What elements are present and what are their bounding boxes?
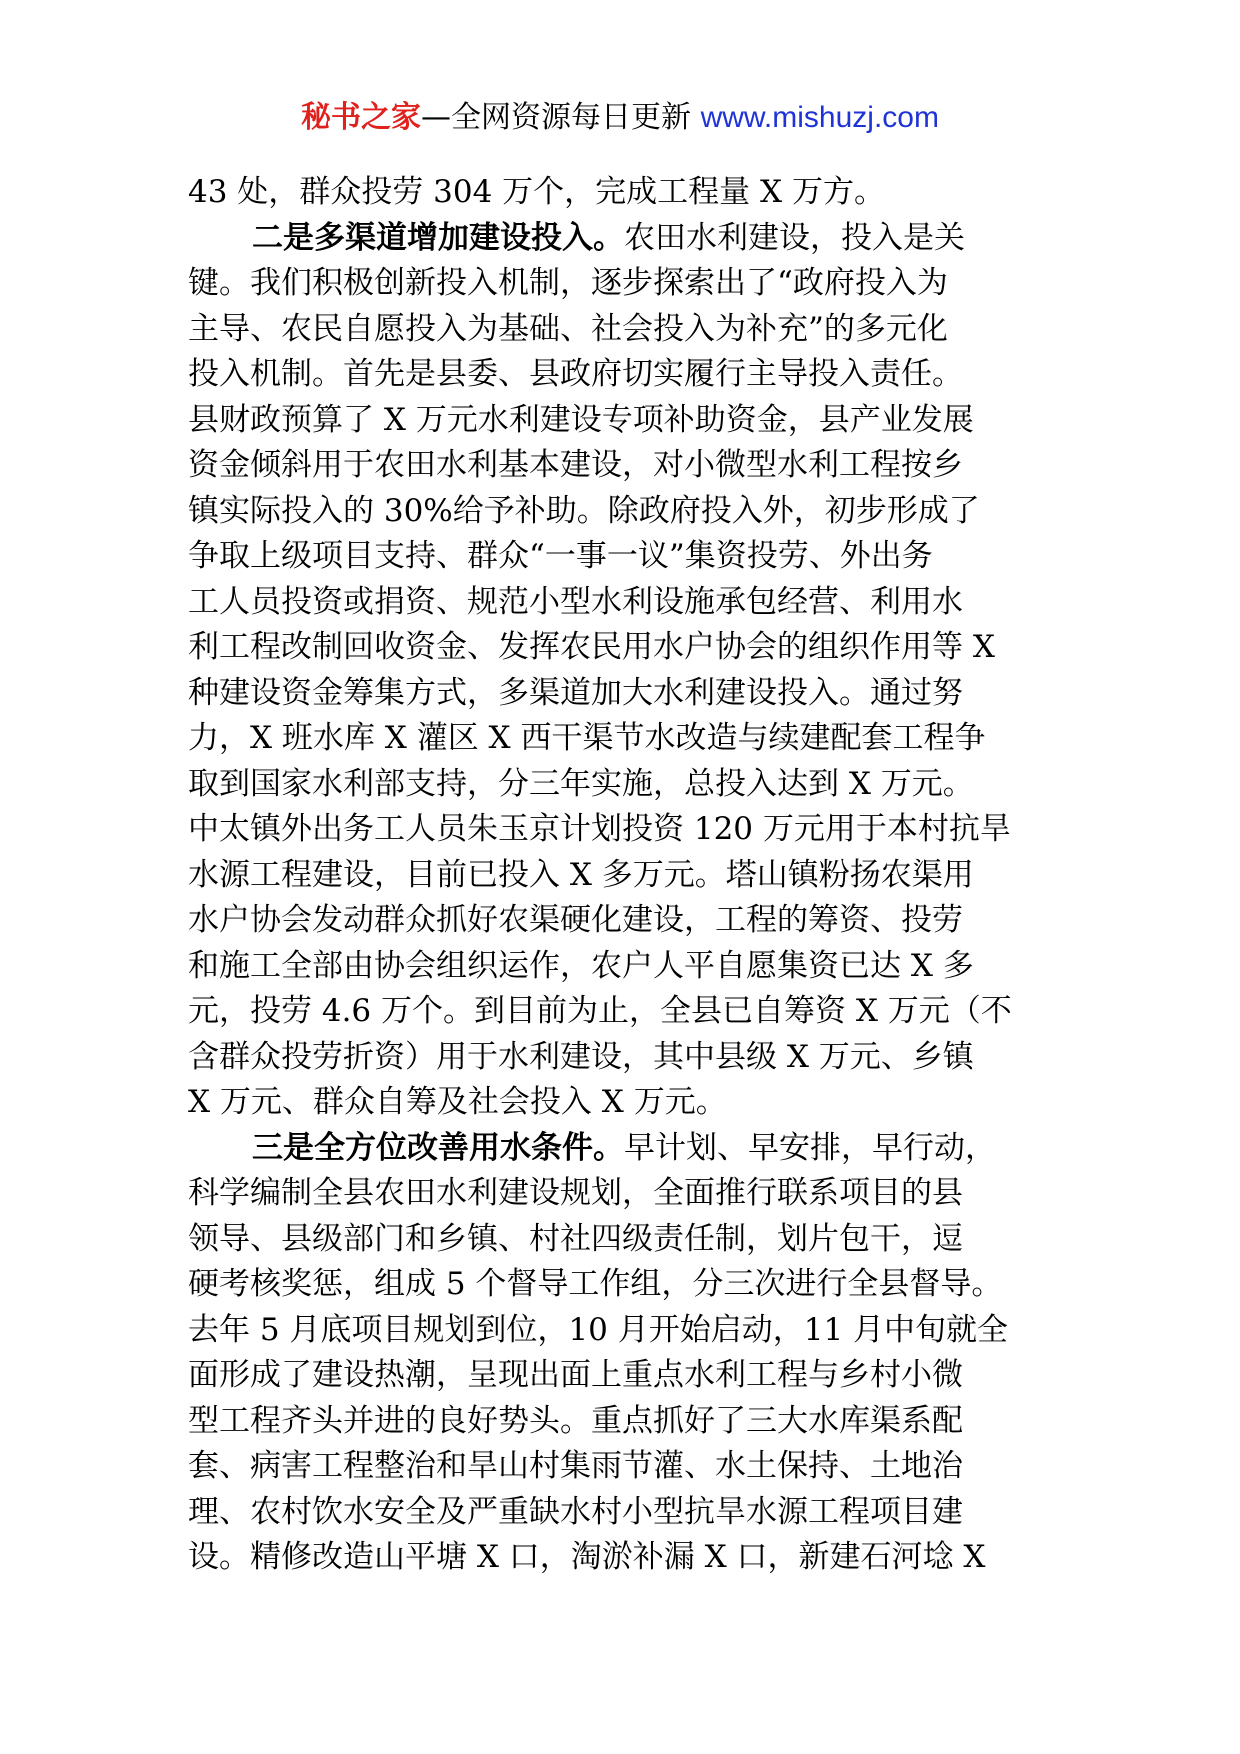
text-line: 种建设资金筹集方式，多渠道加大水利建设投入。通过努 bbox=[188, 674, 963, 711]
text-line: 型工程齐头并进的良好势头。重点抓好了三大水库渠系配 bbox=[188, 1402, 963, 1439]
text-line: 资金倾斜用于农田水利基本建设，对小微型水利工程按乡 bbox=[188, 447, 963, 483]
text-line: 中太镇外出务工人员朱玉京计划投资 120 万元用于本村抗旱 bbox=[188, 811, 1011, 847]
document-body bbox=[188, 170, 1052, 1581]
text-line: 套、病害工程整治和旱山村集雨节灌、水土保持、土地治 bbox=[188, 1448, 963, 1484]
text-line: 力，X 班水库 X 灌区 X 西干渠节水改造与续建配套工程争 bbox=[188, 720, 986, 756]
paragraph-lead-line bbox=[188, 216, 1052, 262]
text-line: 镇实际投入的 30%给予补助。除政府投入外，初步形成了 bbox=[188, 492, 980, 529]
text-line: 利工程改制回收资金、发挥农民用水户协会的组织作用等 X bbox=[188, 629, 995, 665]
text-run: 早计划、早安排，早行动， bbox=[624, 1129, 996, 1166]
text-line: 硬考核奖惩，组成 5 个督导工作组，分三次进行全县督导。 bbox=[188, 1266, 1003, 1302]
text-line: 水户协会发动群众抓好农渠硬化建设，工程的筹资、投劳 bbox=[188, 902, 963, 938]
text-line: 工人员投资或捐资、规范小型水利设施承包经营、利用水 bbox=[188, 583, 963, 620]
header-slogan: —全网资源每日更新 bbox=[421, 100, 701, 135]
paragraph-heading: 三是全方位改善用水条件。 bbox=[252, 1129, 624, 1166]
text-line: 元，投劳 4.6 万个。到目前为止，全县已自筹资 X 万元（不 bbox=[188, 993, 1012, 1029]
text-line: 和施工全部由协会组织运作，农户人平自愿集资已达 X 多 bbox=[188, 947, 974, 984]
site-url-link[interactable]: www.mishuzj.com bbox=[700, 101, 939, 134]
text-line: 水源工程建设，目前已投入 X 多万元。塔山镇粉扬农渠用 bbox=[188, 856, 974, 893]
text-line: 含群众投劳折资）用于水利建设，其中县级 X 万元、乡镇 bbox=[188, 1038, 974, 1075]
text-line: 主导、农民自愿投入为基础、社会投入为补充”的多元化 bbox=[188, 310, 948, 347]
text-line: 去年 5 月底项目规划到位，10 月开始启动，11 月中旬就全 bbox=[188, 1311, 1009, 1348]
text-line: 键。我们积极创新投入机制，逐步探索出了“政府投入为 bbox=[188, 265, 948, 301]
text-line: 理、农村饮水安全及严重缺水村小型抗旱水源工程项目建 bbox=[188, 1493, 963, 1530]
text-line: 科学编制全县农田水利建设规划，全面推行联系项目的县 bbox=[188, 1175, 963, 1211]
text-line: X 万元、群众自筹及社会投入 X 万元。 bbox=[188, 1084, 727, 1120]
text-run: 农田水利建设，投入是关 bbox=[624, 219, 965, 256]
text-line: 面形成了建设热潮，呈现出面上重点水利工程与乡村小微 bbox=[188, 1357, 963, 1393]
page-header bbox=[0, 98, 1240, 138]
paragraph-heading: 二是多渠道增加建设投入。 bbox=[252, 219, 624, 256]
text-line: 43 处，群众投劳 304 万个，完成工程量 X 万方。 bbox=[188, 174, 885, 210]
text-line: 取到国家水利部支持，分三年实施，总投入达到 X 万元。 bbox=[188, 765, 974, 802]
text-line: 领导、县级部门和乡镇、村社四级责任制，划片包干，逗 bbox=[188, 1220, 963, 1257]
text-line: 县财政预算了 X 万元水利建设专项补助资金，县产业发展 bbox=[188, 401, 974, 438]
text-line: 投入机制。首先是县委、县政府切实履行主导投入责任。 bbox=[188, 356, 963, 392]
paragraph-lead-line bbox=[188, 1126, 1052, 1172]
text-line: 设。精修改造山平塘 X 口，淘淤补漏 X 口，新建石河埝 X bbox=[188, 1539, 986, 1575]
brand-name: 秘书之家 bbox=[301, 100, 422, 135]
text-line: 争取上级项目支持、群众“一事一议”集资投劳、外出务 bbox=[188, 538, 933, 574]
